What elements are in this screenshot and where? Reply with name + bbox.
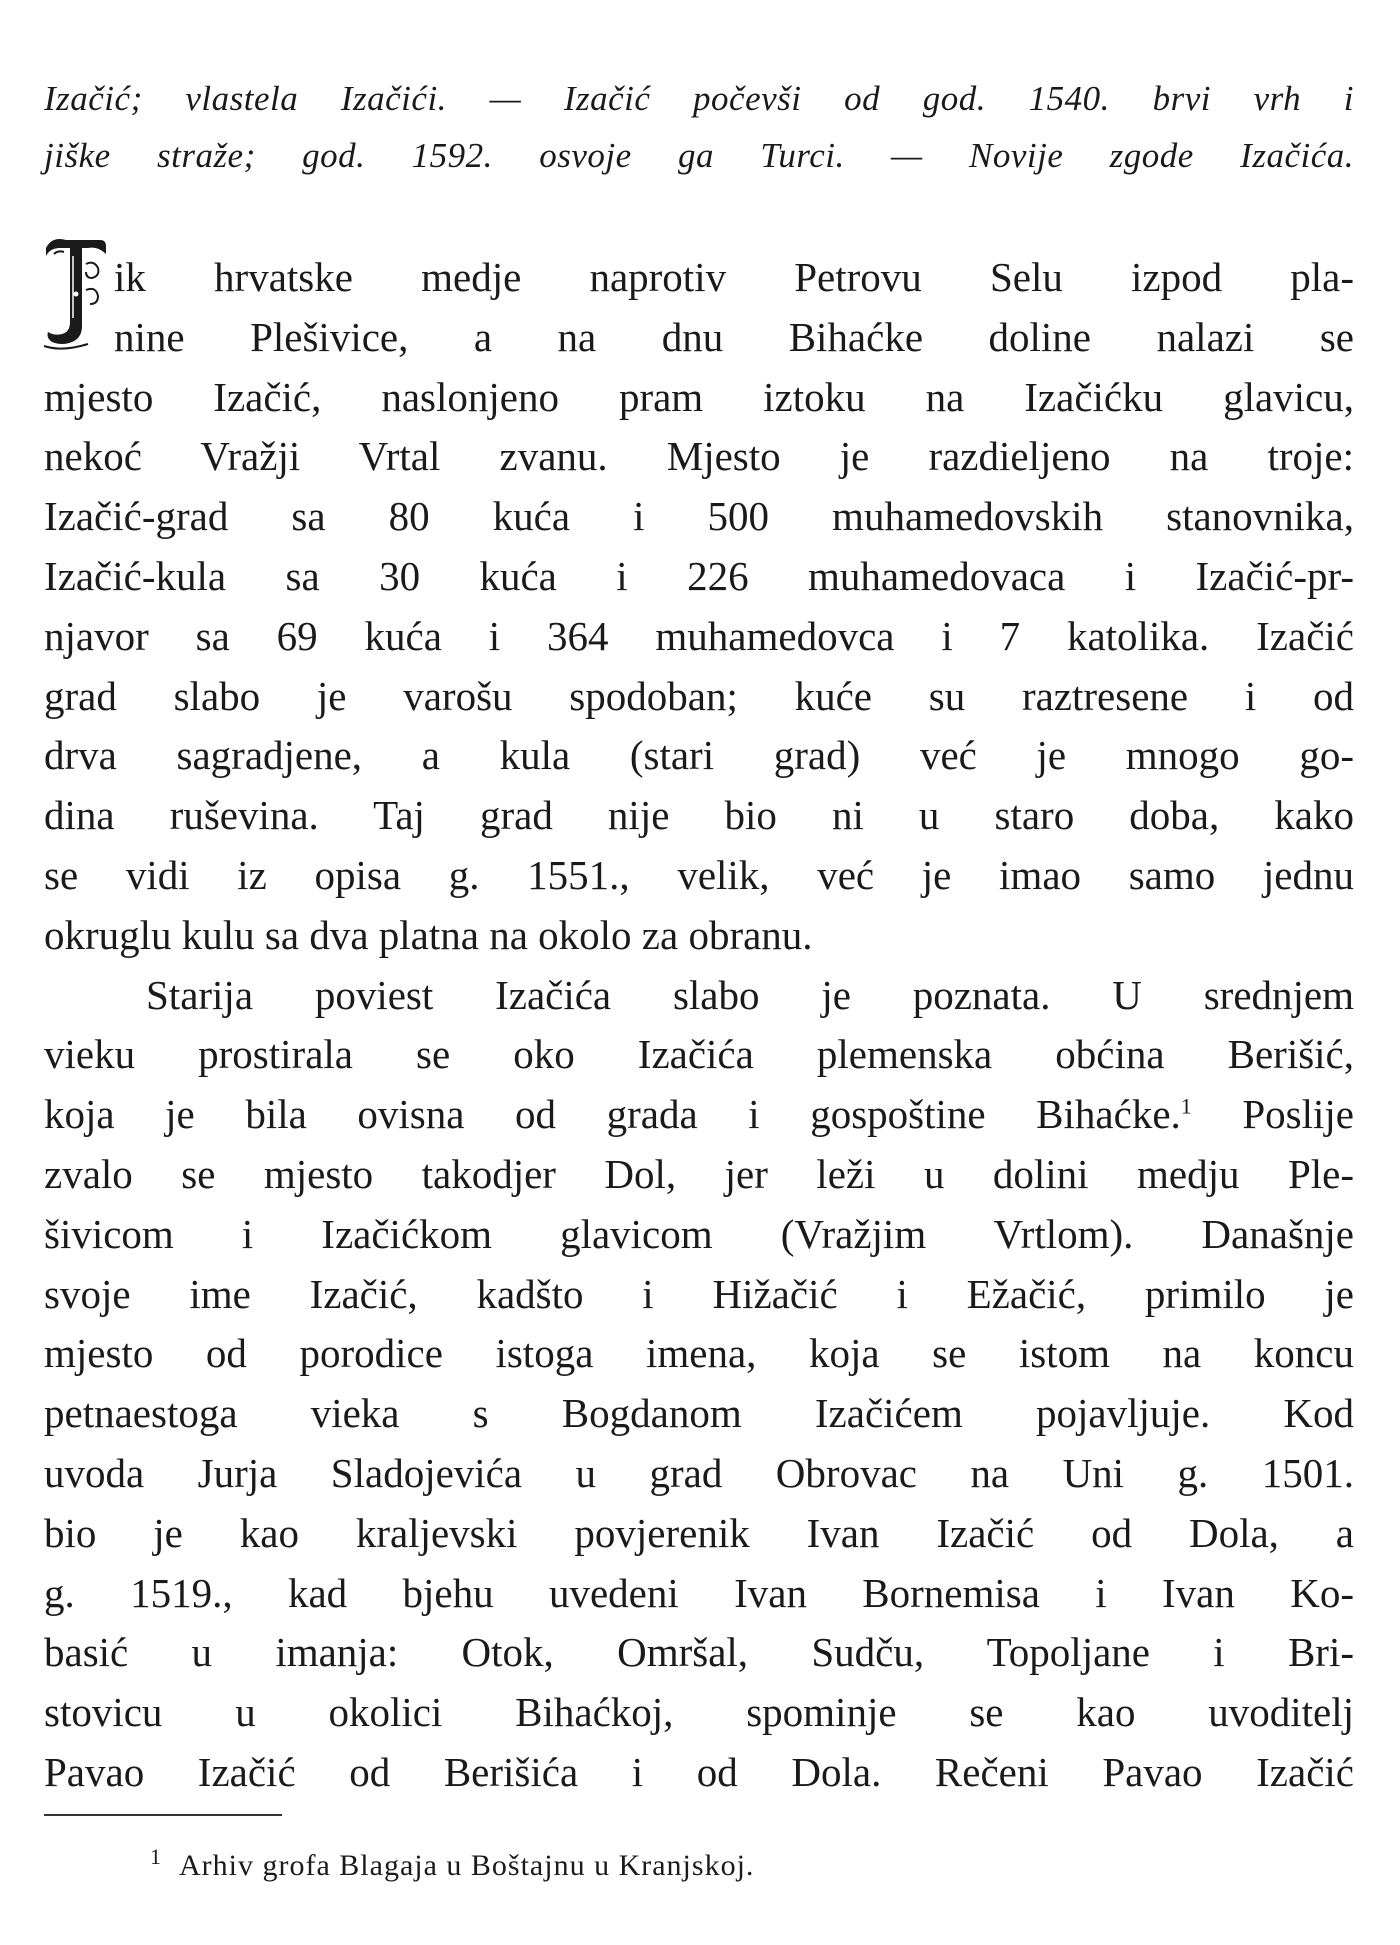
text-line: Izačić-grad sa 80 kuća i 500 muhamedovskih stanovnika, bbox=[44, 493, 1354, 540]
footnote-text: Arhiv grofa Blagaja u Boštajnu u Kranjskoj. bbox=[179, 1849, 755, 1882]
text-line: njavor sa 69 kuća i 364 muhamedovca i 7 katolika. Izačić bbox=[44, 612, 1354, 659]
text-line-with-footnote bbox=[44, 1085, 1354, 1145]
text-line: Starija poviest Izačića slabo je poznata. U srednjem bbox=[146, 971, 1354, 1018]
text-line: mjesto od porodice istoga imena, koja se istom na koncu bbox=[44, 1330, 1354, 1377]
text-line: dina ruševina. Taj grad nije bio ni u staro doba, kako bbox=[44, 792, 1354, 839]
text-line: mjesto Izačić, naslonjeno pram iztoku na Izačićku glavicu, bbox=[44, 373, 1354, 420]
text-line: stovicu u okolici Bihaćkoj, spominje se kao uvoditelj bbox=[44, 1689, 1354, 1736]
summary-line-1: Izačić; vlastela Izačići. — Izačić počevši od god. 1540. brvi vrh i bbox=[44, 79, 1354, 118]
text-line: se vidi iz opisa g. 1551., velik, već je imao samo jednu bbox=[44, 851, 1354, 898]
text-line: šivicom i Izačićkom glavicom (Vražjim Vrtlom). Današnje bbox=[44, 1210, 1354, 1257]
text-line: petnaestoga vieka s Bogdanom Izačićem pojavljuje. Kod bbox=[44, 1390, 1354, 1437]
footnote-divider bbox=[44, 1814, 282, 1816]
text-line: ik hrvatske medje naprotiv Petrovu Selu izpod pla- bbox=[114, 254, 1354, 300]
footnote-reference[interactable]: 1 bbox=[1180, 1093, 1192, 1119]
summary-line-2: jiške straže; god. 1592. osvoje ga Turci. — Novije zgode Izačića. bbox=[44, 136, 1354, 175]
text-line: grad slabo je varošu spodoban; kuće su raztresene i od bbox=[44, 672, 1354, 719]
text-line: Pavao Izačić od Berišića i od Dola. Rečeni Pavao Izačić bbox=[44, 1748, 1354, 1795]
text-line: drva sagradjene, a kula (stari grad) već je mnogo go- bbox=[44, 732, 1354, 779]
paragraph-1 bbox=[44, 248, 1354, 966]
text-line: zvalo se mjesto takodjer Dol, jer leži u dolini medju Ple- bbox=[44, 1150, 1354, 1197]
text-line: g. 1519., kad bjehu uvedeni Ivan Bornemisa i Ivan Ko- bbox=[44, 1569, 1354, 1616]
text-line: basić u imanja: Otok, Omršal, Sudču, Topoljane i Bri- bbox=[44, 1629, 1354, 1676]
text-segment: Poslije bbox=[1191, 1091, 1354, 1138]
decorative-initial-t-icon bbox=[42, 234, 108, 352]
footnote-marker: 1 bbox=[150, 1844, 162, 1869]
paragraph-2 bbox=[44, 966, 1354, 1803]
text-line: uvoda Jurja Sladojevića u grad Obrovac na Uni g. 1501. bbox=[44, 1449, 1354, 1496]
footnote bbox=[150, 1846, 754, 1886]
text-line: vieku prostirala se oko Izačića plemenska obćina Berišić, bbox=[44, 1031, 1354, 1078]
body-text bbox=[44, 248, 1354, 1803]
text-line: svoje ime Izačić, kadšto i Hižačić i Ežačić, primilo je bbox=[44, 1270, 1354, 1317]
text-line: nine Plešivice, a na dnu Bihaćke doline nalazi se bbox=[114, 313, 1354, 360]
text-line: bio je kao kraljevski povjerenik Ivan Izačić od Dola, a bbox=[44, 1509, 1354, 1556]
text-segment: koja je bila ovisna od grada i gospoštine Bihaćke. bbox=[44, 1091, 1181, 1138]
drop-cap-ornament bbox=[42, 234, 108, 352]
page bbox=[44, 70, 1354, 1803]
chapter-summary bbox=[44, 70, 1354, 184]
text-line: okruglu kulu sa dva platna na okolo za obranu. bbox=[44, 911, 813, 958]
text-line: Izačić-kula sa 30 kuća i 226 muhamedovaca i Izačić-pr- bbox=[44, 552, 1354, 599]
text-line: nekoć Vražji Vrtal zvanu. Mjesto je razdieljeno na troje: bbox=[44, 433, 1354, 480]
